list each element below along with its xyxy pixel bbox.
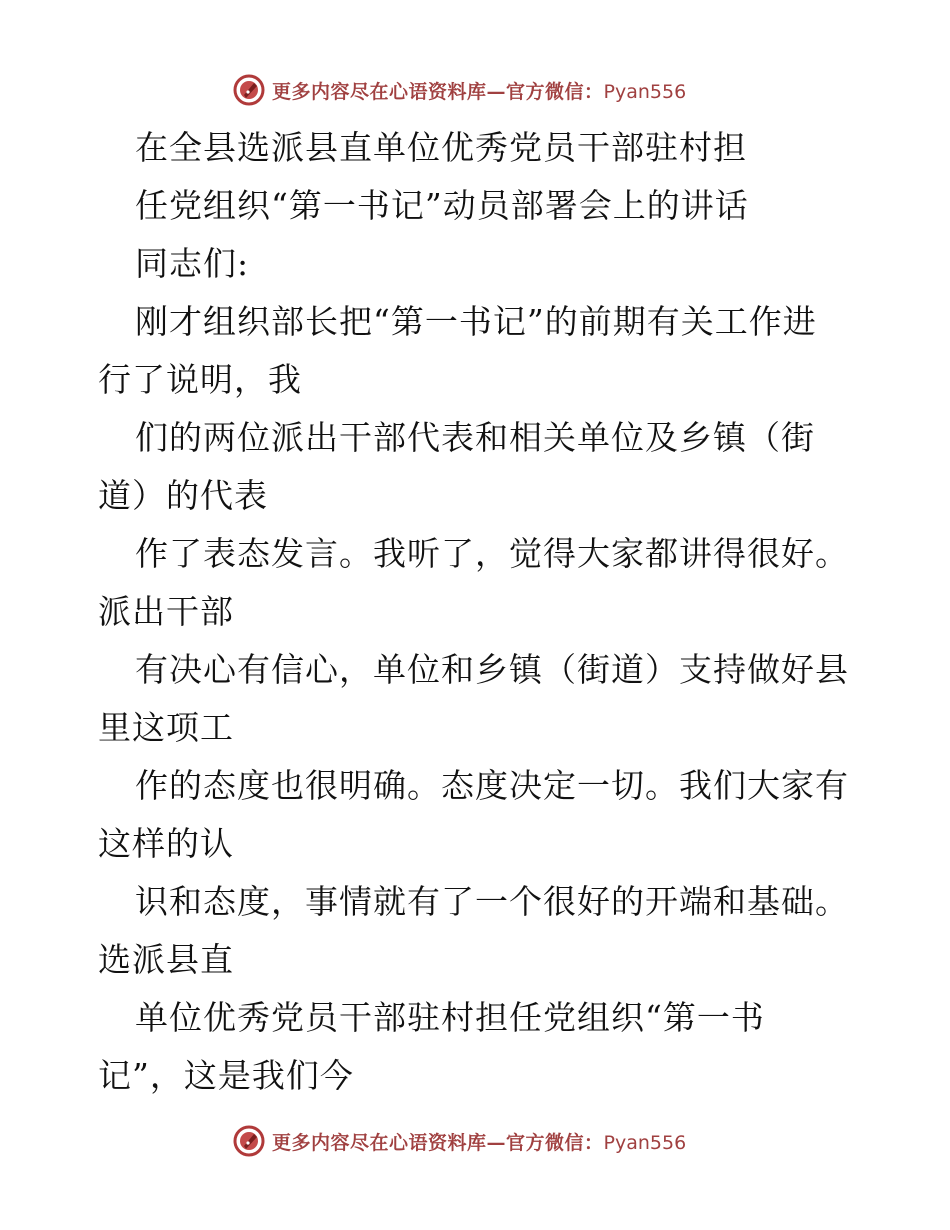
- watermark-text: 更多内容尽在心语资料库—官方微信：Pyan556: [272, 1131, 687, 1154]
- paragraph-line: 识和态度，事情就有了一个很好的开端和基础。: [135, 882, 849, 921]
- header-watermark: [232, 70, 732, 110]
- salutation: 同志们:: [135, 244, 250, 283]
- footer-watermark: [232, 1121, 732, 1161]
- paragraph-line: 派出干部: [98, 592, 234, 631]
- paragraph-line: 行了说明，我: [98, 360, 302, 399]
- paragraph-line: 刚才组织部长把“第一书记”的前期有关工作进: [135, 302, 817, 341]
- paragraph-line: 作了表态发言。我听了，觉得大家都讲得很好。: [135, 534, 849, 573]
- paragraph-line: 有决心有信心，单位和乡镇（街道）支持做好县: [135, 650, 849, 689]
- watermark-text: 更多内容尽在心语资料库—官方微信：Pyan556: [272, 80, 687, 103]
- paragraph-line: 们的两位派出干部代表和相关单位及乡镇（街: [135, 418, 815, 457]
- watermark-wechat-id: Pyan556: [603, 1131, 687, 1154]
- document-title-line-1: 在全县选派县直单位优秀党员干部驻村担: [135, 128, 747, 167]
- paragraph-line: 这样的认: [98, 824, 234, 863]
- paragraph-line: 道）的代表: [98, 476, 268, 515]
- paragraph-line: 选派县直: [98, 940, 234, 979]
- paragraph-line: 作的态度也很明确。态度决定一切。我们大家有: [135, 766, 849, 805]
- document-title-line-2: 任党组织“第一书记”动员部署会上的讲话: [135, 186, 749, 225]
- paragraph-line: 记”，这是我们今: [98, 1056, 354, 1095]
- watermark-wechat-id: Pyan556: [603, 80, 687, 103]
- pen-nib-seal-icon: [232, 1124, 266, 1158]
- paragraph-line: 里这项工: [98, 708, 234, 747]
- paragraph-line: 单位优秀党员干部驻村担任党组织“第一书: [135, 998, 765, 1037]
- pen-nib-seal-icon: [232, 73, 266, 107]
